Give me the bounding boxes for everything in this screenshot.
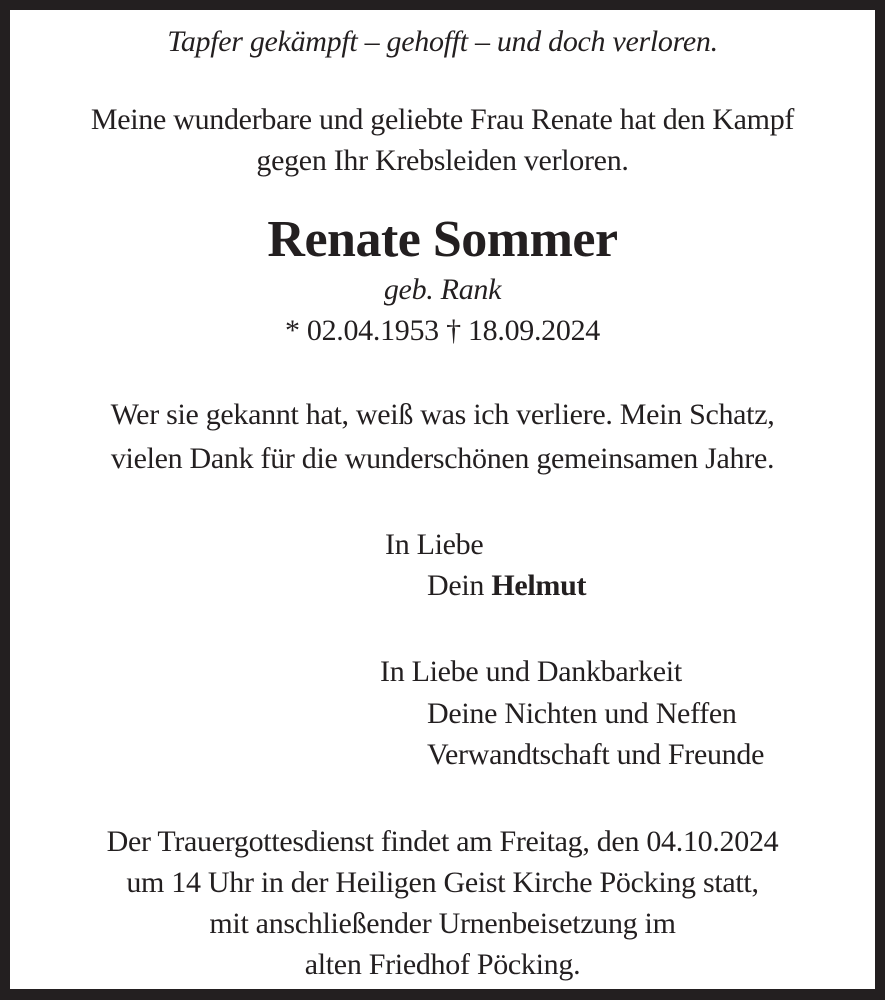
signature1-signer xyxy=(427,568,586,604)
signature1-prefix: Dein xyxy=(427,569,485,602)
signature2-line-2: Verwandtschaft und Freunde xyxy=(427,738,765,771)
tribute-line-1: Wer sie gekannt hat, weiß was ich verliere. Mein Schatz, xyxy=(110,398,775,431)
intro-line-1: Meine wunderbare und geliebte Frau Renate hat den Kampf xyxy=(90,103,795,136)
service-line-3: mit anschließender Urnenbeisetzung im xyxy=(209,907,676,940)
tribute-line-2: vielen Dank für die wunderschönen gemeinsamen Jahre. xyxy=(110,442,775,475)
life-dates: * 02.04.1953 † 18.09.2024 xyxy=(284,314,600,347)
service-line-2: um 14 Uhr in der Heiligen Geist Kirche Pöcking statt, xyxy=(126,866,759,899)
signature1-name: Helmut xyxy=(491,569,587,602)
deceased-name: Renate Sommer xyxy=(267,211,618,268)
intro-line-2: gegen Ihr Krebsleiden verloren. xyxy=(256,144,629,177)
maiden-name: geb. Rank xyxy=(383,273,502,306)
obituary-notice xyxy=(10,10,875,989)
signature2-heading: In Liebe und Dankbarkeit xyxy=(380,655,682,688)
signature2-line-1: Deine Nichten und Neffen xyxy=(427,697,737,730)
signature1-heading: In Liebe xyxy=(385,528,484,561)
service-line-1: Der Trauergottesdienst findet am Freitag, den 04.10.2024 xyxy=(106,825,779,858)
motto: Tapfer gekämpft – gehofft – und doch verloren. xyxy=(167,25,718,58)
service-line-4: alten Friedhof Pöcking. xyxy=(304,948,581,981)
